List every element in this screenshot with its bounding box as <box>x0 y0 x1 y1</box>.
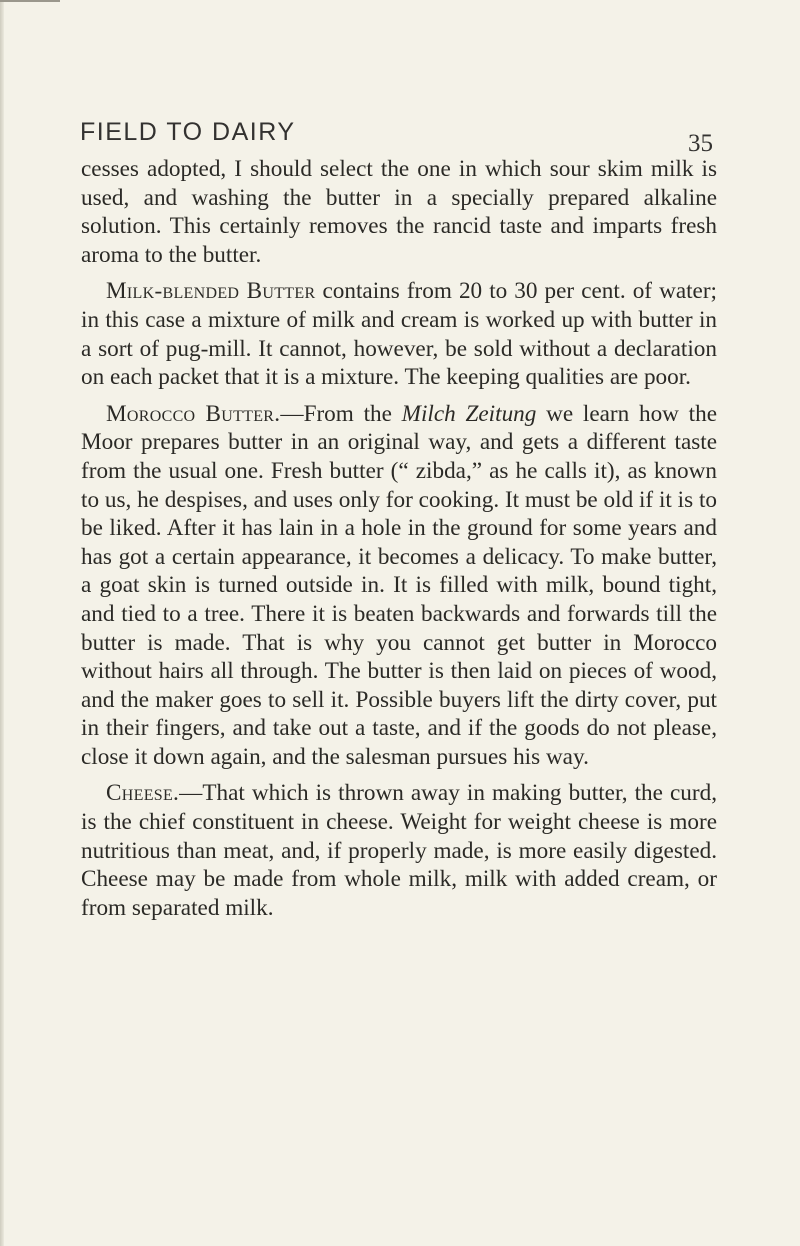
paragraph-text: cesses adopted, I should select the one in which sour skim milk is used, and washing the butter in a specially prepared alkaline solution. This certainly removes the rancid taste and imparts fresh aroma to the butter. <box>81 156 717 268</box>
paragraph-text: —That which is thrown away in making butter, the curd, is the chief constituent in cheese. Weight for weight cheese is more nutritious than meat, and, if properly made, is more easily digested. Cheese may be made from whole milk, milk with added cream, or from separated milk. <box>81 780 717 921</box>
paragraph-morocco-butter <box>81 400 717 772</box>
top-rule <box>0 0 60 2</box>
page-edge <box>0 0 4 1246</box>
paragraph-text: —From the <box>280 400 402 427</box>
running-head: FIELD TO DAIRY <box>80 118 296 146</box>
paragraph-milk-blended-butter <box>81 277 717 391</box>
section-heading: Milk-blended Butter <box>106 278 316 305</box>
paragraph-text: contains from 20 to 30 per cent. of water; in this case a mixture of milk and cream is worked up with butter in a sort of pug-mill. It cannot, however, be sold without a declaration on each packet that it is a mixture. The keeping qualities are poor. <box>81 278 718 391</box>
section-heading: Cheese. <box>106 780 180 807</box>
paragraph-continued <box>81 155 717 269</box>
page-number: 35 <box>688 130 713 157</box>
paragraph-cheese <box>81 779 717 922</box>
publication-title: Milch Zeitung <box>401 400 537 427</box>
paragraph-text: we learn how the Moor prepares butter in an original way, and gets a different taste from the usual one. Fresh butter (“ zibda,” as he calls it), as known to us, he despises, and uses only for cooking. It must be old if it is to be liked. After it has lain in a hole in the ground for some years and has got a certain appearance, it becomes a delicacy. To make butter, a goat skin is turned outside in. It is filled with milk, bound tight, and tied to a tree. There it is beaten backwards and forwards till the butter is made. That is why you cannot get butter in Morocco without hairs all through. The butter is then laid on pieces of wood, and the maker goes to sell it. Possible buyers lift the dirty cover, put in their fingers, and take out a taste, and if the goods do not please, close it down again, and the salesman pursues his way. <box>81 400 718 770</box>
section-heading: Morocco Butter. <box>106 400 281 427</box>
body-text <box>81 155 717 930</box>
